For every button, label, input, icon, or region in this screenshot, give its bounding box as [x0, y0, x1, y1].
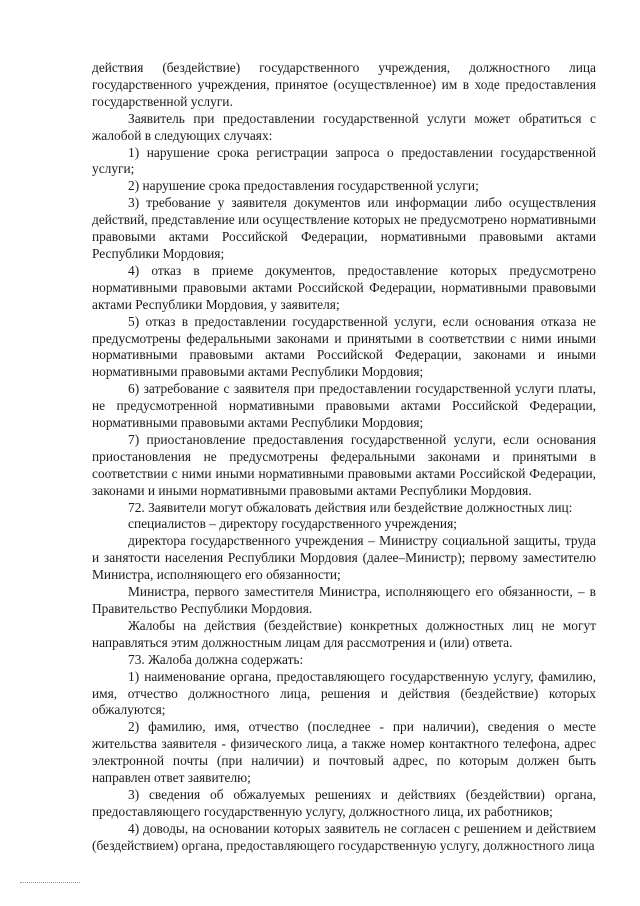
requirement-item-3: 3) сведения об обжалуемых решениях и действиях (бездействии) органа, предоставляющего государственную услугу, должностного лица, их работников;	[92, 786, 596, 819]
requirement-item-2: 2) фамилию, имя, отчество (последнее - при наличии), сведения о месте жительства заявителя - физического лица, а также номер контактного телефона, адрес электронной почты (при наличии) и почтовый адрес, по которым должен быть направлен ответ заявителю;	[92, 719, 596, 786]
list-item-3: 3) требование у заявителя документов или информации либо осуществления действий, представление или осуществление которых не предусмотрено нормативными правовыми актами Российской Федерации, нормативными правовыми актами Республики Мордовия;	[92, 195, 596, 261]
document-body	[92, 60, 596, 855]
paragraph-minister: Министра, первого заместителя Министра, исполняющего его обязанности, – в Правительство Республики Мордовия.	[92, 584, 596, 616]
list-item-1: 1) нарушение срока регистрации запроса о предоставлении государственной услуги;	[92, 144, 596, 177]
paragraph-complaint-cases: Заявитель при предоставлении государственной услуги может обратиться с жалобой в следующих случаях:	[92, 110, 596, 143]
requirement-item-4: 4) доводы, на основании которых заявитель не согласен с решением и действием (бездействием) органа, предоставляющего государственную услугу, должностного лица	[92, 820, 596, 853]
list-item-4: 4) отказ в приеме документов, предоставление которых предусмотрено нормативными правовыми актами Российской Федерации, нормативными правовыми актами Республики Мордовия, у заявителя;	[92, 262, 596, 312]
list-item-2: 2) нарушение срока предоставления государственной услуги;	[128, 178, 479, 194]
list-item-6: 6) затребование с заявителя при предоставлении государственной услуги платы, не предусмотренной нормативными правовыми актами Российской Федерации, нормативными правовыми актами Республики Мордовия;	[92, 381, 596, 431]
list-item-7: 7) приостановление предоставления государственной услуги, если основания приостановления не предусмотрены федеральными законами и принятыми в соответствии с ними иными нормативными правовыми актами Российской Федерации, законами и иными нормативными правовыми актами Республики Мордовия.	[92, 431, 596, 498]
paragraph-director: директора государственного учреждения – Министру социальной защиты, труда и занятости населения Республики Мордовия (далее–Министр); первому заместителю Министра, исполняющего его обязанности;	[92, 533, 596, 583]
requirement-item-1: 1) наименование органа, предоставляющего государственную услугу, фамилию, имя, отчество должностного лица, решения и действия (бездействие) которых обжалуются;	[92, 668, 596, 718]
section-73-heading: 73. Жалоба должна содержать:	[128, 651, 304, 667]
section-72-heading: 72. Заявители могут обжаловать действия или бездействие должностных лиц:	[128, 499, 573, 515]
paragraph-complaints-restriction: Жалобы на действия (бездействие) конкретных должностных лиц не могут направляться этим должностным лицам для рассмотрения и (или) ответа.	[92, 617, 596, 650]
list-item-5: 5) отказ в предоставлении государственной услуги, если основания отказа не предусмотрены федеральными законами и принятыми в соответствии с ними иными нормативными правовыми актами Российской Федерации, законами и иными нормативными правовыми актами Республики Мордовия;	[92, 313, 596, 380]
paragraph-continuation: действия (бездействие) государственного учреждения, должностного лица государственного учреждения, принятое (осуществленное) им в ходе предоставления государственной услуги.	[92, 60, 596, 109]
paragraph-specialists: специалистов – директору государственного учреждения;	[128, 516, 457, 532]
scan-artifact-line	[20, 882, 80, 883]
